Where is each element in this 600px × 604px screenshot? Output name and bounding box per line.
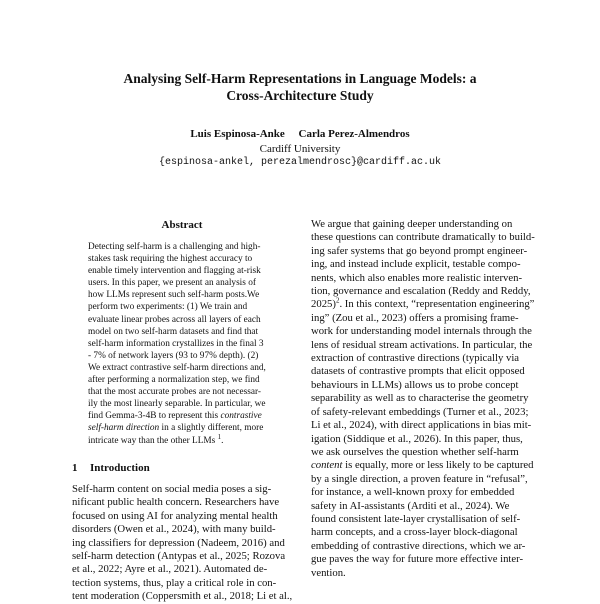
- footnote-marker[interactable]: 2: [335, 296, 340, 305]
- body-line: safety in AI-assistants (Arditi et al., 2024). We: [311, 499, 510, 512]
- body-line: tent moderation (Coppersmith et al., 2018; Li et al.,: [72, 590, 293, 603]
- abstract-line: after performing a normalization step, we find: [88, 375, 260, 386]
- body-line: et al., 2022; Ayre et al., 2021). Automated de-: [72, 563, 268, 576]
- body-line: self-harm detection (Antypas et al., 2025; Rozova: [72, 550, 286, 563]
- body-line: embedding of contrastive directions, which we ar-: [311, 539, 526, 552]
- body-line: tion, governance and escalation (Reddy and Reddy,: [311, 285, 531, 298]
- affiliation: Cardiff University: [259, 143, 341, 155]
- abstract-line: how LLMs represent such self-harm posts.We: [88, 290, 260, 301]
- abstract-italic-term: contrastive: [220, 411, 262, 422]
- abstract-line: We extract contrastive self-harm directions and,: [88, 362, 266, 373]
- body-line: [311, 459, 536, 472]
- title-line-1: Analysing Self-Harm Representations in Language Models: a: [123, 71, 477, 86]
- body-line: for instance, a well-known proxy for embedded: [311, 486, 515, 499]
- body-line: [311, 298, 536, 311]
- abstract-line: users. In this paper, we present an analysis of: [88, 278, 256, 289]
- abstract-text: .: [221, 435, 224, 446]
- body-line: ing classifiers for depression (Nadeem, 2016) and: [72, 536, 285, 549]
- paper-title: [0, 70, 600, 104]
- abstract-line: evaluate linear probes across all layers of each: [88, 314, 261, 325]
- body-line: found consistent late-layer crystallisation of self-: [311, 512, 521, 525]
- abstract-heading: Abstract: [161, 219, 203, 231]
- abstract-line: - 7% of network layers (93 to 97% depth). (2): [88, 350, 259, 361]
- abstract-body: [88, 241, 284, 447]
- body-line: igation (Siddique et al., 2026). In this paper, thus,: [311, 432, 523, 445]
- abstract-line: perform two experiments: (1) We train and: [88, 302, 248, 313]
- section-title: Introduction: [90, 462, 150, 474]
- section-number: 1: [72, 462, 78, 474]
- author-emails: {espinosa-ankel, perezalmendrosc}@cardiff.ac.uk: [158, 157, 442, 168]
- abstract-line: enable timely intervention and flagging at-risk: [88, 266, 261, 277]
- body-line: these questions can contribute dramatically to build-: [311, 231, 535, 244]
- body-line: tection systems, thus, play a critical role in con-: [72, 576, 277, 589]
- body-line: gue paves the way for future more effective inter-: [311, 553, 524, 566]
- body-line: behaviours in LLMs) allows us to probe concept: [311, 378, 519, 391]
- body-line: work for understanding model internals through the: [311, 325, 532, 338]
- abstract-text: in a slightly different, more: [159, 423, 264, 434]
- body-line: by a single direction, a proven feature in “refusal”,: [311, 472, 528, 485]
- body-line: focused on using AI for analyzing mental health: [72, 509, 278, 522]
- body-text: 2025): [311, 298, 336, 311]
- author-names: Luis Espinosa-Anke Carla Perez-Almendros: [190, 128, 410, 140]
- body-text: is equally, more or less likely to be captured: [342, 459, 534, 472]
- abstract-line: Detecting self-harm is a challenging and high-: [88, 242, 261, 252]
- footnote-marker[interactable]: 1: [217, 432, 222, 441]
- abstract-line: self-harm information crystallizes in the final 3: [88, 338, 264, 349]
- body-line: ing safer systems that go beyond prompt engineer-: [311, 244, 528, 257]
- body-line: Li et al., 2024), with direct applications in bias mit-: [311, 419, 532, 432]
- abstract-text: find Gemma-3-4B to represent this: [88, 411, 221, 422]
- abstract-line: [88, 410, 284, 422]
- abstract-italic-term: self-harm direction: [88, 423, 160, 434]
- body-line: We argue that gaining deeper understanding on: [311, 218, 513, 230]
- abstract-line: model on two self-harm datasets and find that: [88, 326, 259, 337]
- abstract-line: stakes task requiring the highest accuracy to: [88, 254, 253, 265]
- abstract-text: intricate way than the other LLMs: [88, 435, 218, 446]
- abstract-line: [88, 422, 284, 434]
- body-line: Self-harm content on social media poses a sig-: [72, 483, 272, 495]
- introduction-body: [72, 483, 297, 604]
- body-line: we ask ourselves the question whether self-harm: [311, 445, 519, 458]
- body-line: nificant public health concern. Researchers have: [72, 496, 280, 509]
- body-line: disorders (Owen et al., 2024), with many build-: [72, 523, 276, 536]
- body-italic-term: content: [311, 459, 343, 472]
- abstract-line: ily the most linearly separable. In particular, we: [88, 399, 266, 410]
- body-line: harm concepts, and a cross-layer block-diagonal: [311, 526, 518, 539]
- body-line: ing, and instead include explicit, testable compo-: [311, 258, 521, 271]
- body-text: . In this context, “representation engineering”: [339, 298, 535, 311]
- body-line: vention.: [311, 566, 346, 579]
- introduction-heading: [72, 462, 292, 474]
- abstract-line: that the most accurate probes are not necessar-: [88, 387, 262, 398]
- body-line: extraction of contrastive directions (typically via: [311, 352, 520, 365]
- title-line-2: Cross-Architecture Study: [226, 88, 374, 103]
- abstract-line: [88, 432, 284, 447]
- body-line: separability as well as to characterise the geometry: [311, 392, 529, 405]
- body-line: ing” (Zou et al., 2023) offers a promising frame-: [311, 311, 519, 324]
- body-line: of safety-relevant embeddings (Turner et al., 2023;: [311, 405, 529, 418]
- body-line: nents, which also enables more realistic interven-: [311, 271, 523, 284]
- body-line: datasets of contrastive prompts that elicit opposed: [311, 365, 525, 378]
- right-column-body: [311, 218, 536, 580]
- body-line: lens of residual stream activations. In particular, the: [311, 338, 533, 351]
